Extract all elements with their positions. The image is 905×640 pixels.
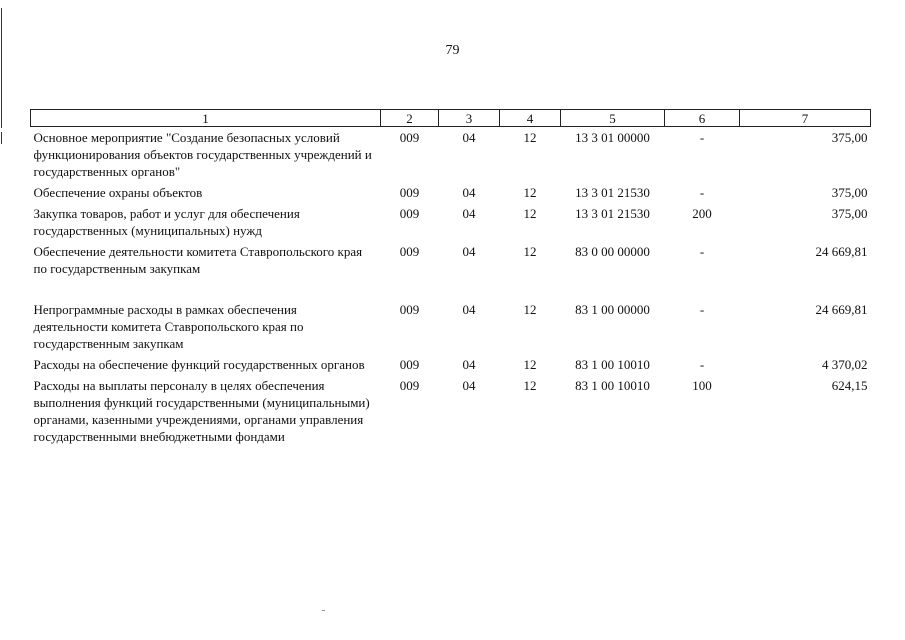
table-row [31,182,871,203]
row-name: Расходы на обеспечение функций государственных органов [33,357,365,372]
table-row [31,354,871,375]
cell-amount: 375,00 [831,185,868,200]
cell-subsection: 12 [523,206,537,221]
cell-section: 04 [462,130,476,145]
cell-amount: 4 370,02 [822,357,868,372]
cell-expense-type: - [699,244,705,259]
scan-dot [322,610,325,611]
table-row [31,375,871,447]
cell-expense-type: - [699,302,705,317]
cell-section: 04 [462,206,476,221]
left-margin-line [1,8,2,128]
column-header: 4 [500,110,561,127]
cell-expense-type: 200 [692,206,712,221]
row-name: Обеспечение охраны объектов [33,185,203,200]
budget-table [30,109,871,447]
cell-amount: 24 669,81 [815,244,868,259]
cell-subsection: 12 [523,302,537,317]
column-header: 3 [439,110,500,127]
cell-target-article: 13 3 01 21530 [575,206,650,221]
cell-amount: 375,00 [831,206,868,221]
cell-section: 04 [462,378,476,393]
column-header: 2 [381,110,439,127]
column-header: 1 [31,110,381,127]
cell-target-article: 83 1 00 10010 [575,357,650,372]
table-row [31,203,871,241]
cell-ministry-code: 009 [399,130,420,145]
cell-amount: 375,00 [831,130,868,145]
row-name: Расходы на выплаты персоналу в целях обеспечения выполнения функций государственными (муниципальными) органами, казенными учреждениями, органами управления государственными внебюджетными фондами [33,378,370,444]
cell-target-article: 13 3 01 00000 [575,130,650,145]
cell-ministry-code: 009 [399,244,420,259]
table-row [31,127,871,183]
cell-expense-type: 100 [692,378,712,393]
cell-target-article: 13 3 01 21530 [575,185,650,200]
cell-section: 04 [462,302,476,317]
cell-ministry-code: 009 [399,357,420,372]
column-header: 5 [561,110,665,127]
cell-ministry-code: 009 [399,185,420,200]
row-name: Основное мероприятие "Создание безопасных условий функционирования объектов государственных учреждений и государственных органов" [33,130,372,179]
cell-expense-type: - [699,130,705,145]
cell-subsection: 12 [523,185,537,200]
cell-ministry-code: 009 [399,206,420,221]
table-row [31,299,871,354]
cell-ministry-code: 009 [399,302,420,317]
column-header: 6 [665,110,740,127]
left-margin-line [1,132,2,144]
row-name: Непрограммные расходы в рамках обеспечения деятельности комитета Ставропольского края по государственным закупкам [33,302,304,351]
cell-target-article: 83 1 00 10010 [575,378,650,393]
row-name: Закупка товаров, работ и услуг для обеспечения государственных (муниципальных) нужд [33,206,300,238]
cell-section: 04 [462,244,476,259]
cell-section: 04 [462,357,476,372]
column-header: 7 [740,110,871,127]
cell-ministry-code: 009 [399,378,420,393]
cell-subsection: 12 [523,244,537,259]
table-row [31,241,871,299]
cell-subsection: 12 [523,130,537,145]
table-header-row [31,110,871,127]
cell-amount: 624,15 [831,378,868,393]
row-name: Обеспечение деятельности комитета Ставропольского края по государственным закупкам [33,244,363,276]
cell-expense-type: - [699,185,705,200]
cell-target-article: 83 0 00 00000 [575,244,650,259]
cell-target-article: 83 1 00 00000 [575,302,650,317]
cell-amount: 24 669,81 [815,302,868,317]
cell-subsection: 12 [523,378,537,393]
cell-expense-type: - [699,357,705,372]
page-number: 79 [445,43,460,58]
cell-section: 04 [462,185,476,200]
cell-subsection: 12 [523,357,537,372]
